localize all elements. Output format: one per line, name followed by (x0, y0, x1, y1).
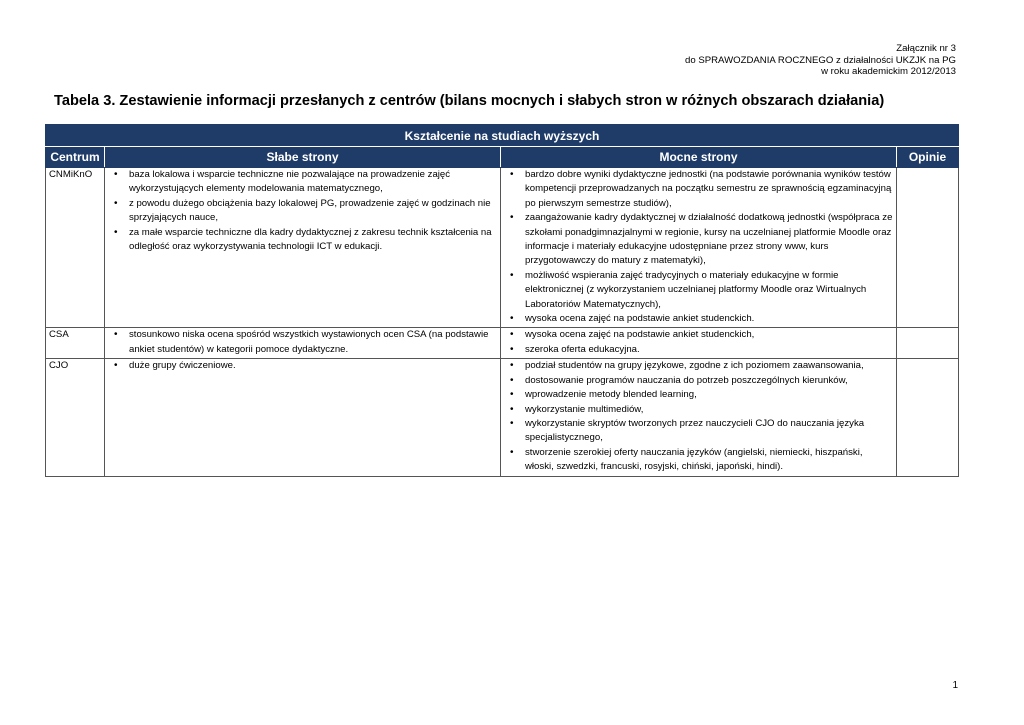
table-row (46, 359, 959, 476)
list-item: • za małe wsparcie techniczne dla kadry dydaktycznej z zakresu technik kształcenia na odległość oraz wykorzystywania technologii ICT w edukacji. (108, 226, 497, 255)
list-item: • wysoka ocena zajęć na podstawie ankiet studenckich. (504, 312, 893, 326)
strong-cell (501, 328, 897, 359)
page-number: 1 (952, 680, 958, 691)
centre-cell: CNMiKnO (46, 168, 105, 328)
list-item: • szeroka oferta edukacyjna. (504, 343, 893, 357)
weak-list (108, 168, 497, 254)
list-item: • bardzo dobre wyniki dydaktyczne jednostki (na podstawie porównania wyników testów kompetencji przeprowadzanych na początku semestru ze sprawnością egzaminacyjną po pierwszym semestrze studiów), (504, 168, 893, 211)
centre-cell: CJO (46, 359, 105, 476)
list-item: • stworzenie szerokiej oferty nauczania języków (angielski, niemiecki, hiszpański, włoski, szwedzki, francuski, rosyjski, chiński, japoński, hindi). (504, 446, 893, 475)
weak-list (108, 328, 497, 357)
attachment-note-line: w roku akademickim 2012/2013 (821, 66, 956, 77)
attachment-note-line: do SPRAWOZDANIA ROCZNEGO z działalności UKZJK na PG (684, 54, 956, 66)
table-row (46, 328, 959, 359)
column-header-weak: Słabe strony (105, 147, 501, 168)
weak-cell (105, 328, 501, 359)
attachment-note (685, 43, 956, 78)
attachment-note-line: Załącznik nr 3 (896, 43, 956, 54)
weak-cell (105, 359, 501, 476)
list-item: • zaangażowanie kadry dydaktycznej w działalność dodatkową jednostki (współpraca ze szkołami ponadgimnazjalnymi w regionie, kursy na uczelnianej platformie Moodle oraz informacje i materiały edukacyjne udostępniane przez strony www, kurs przygotowawczy do matury z matematyki), (504, 211, 893, 269)
section-header: Kształcenie na studiach wyższych (46, 125, 959, 147)
list-item: • wykorzystanie skryptów tworzonych przez nauczycieli CJO do nauczania języka specjalistycznego, (504, 417, 893, 446)
column-header-strong: Mocne strony (501, 147, 897, 168)
list-item: • wprowadzenie metody blended learning, (504, 388, 893, 402)
weak-cell (105, 168, 501, 328)
list-item: • możliwość wspierania zajęć tradycyjnych o materiały edukacyjne w formie elektronicznej (z wykorzystaniem uczelnianej platformy Moodle oraz Wirtualnych Laboratoriów Matematycznych), (504, 269, 893, 312)
list-item: • duże grupy ćwiczeniowe. (108, 359, 497, 373)
opinion-cell (897, 359, 959, 476)
list-item: • dostosowanie programów nauczania do potrzeb poszczególnych kierunków, (504, 374, 893, 388)
strong-cell (501, 359, 897, 476)
strong-list (504, 168, 893, 326)
list-item: • podział studentów na grupy językowe, zgodne z ich poziomem zaawansowania, (504, 359, 893, 373)
strong-list (504, 328, 893, 357)
list-item: • wykorzystanie multimediów, (504, 403, 893, 417)
strengths-weaknesses-table (45, 124, 959, 477)
opinion-cell (897, 168, 959, 328)
strong-list (504, 359, 893, 474)
document-title: Tabela 3. Zestawienie informacji przesłanych z centrów (bilans mocnych i słabych stron w różnych obszarach działania) (54, 93, 885, 109)
list-item: • wysoka ocena zajęć na podstawie ankiet studenckich, (504, 328, 893, 342)
strong-cell (501, 168, 897, 328)
centre-cell: CSA (46, 328, 105, 359)
table-row (46, 168, 959, 328)
list-item: • z powodu dużego obciążenia bazy lokalowej PG, prowadzenie zajęć w godzinach nie sprzyjających nauce, (108, 197, 497, 226)
weak-list (108, 359, 497, 373)
column-header-opinions: Opinie (897, 147, 959, 168)
list-item: • baza lokalowa i wsparcie techniczne nie pozwalające na prowadzenie zajęć wykorzystujących elementy modelowania matematycznego, (108, 168, 497, 197)
opinion-cell (897, 328, 959, 359)
list-item: • stosunkowo niska ocena spośród wszystkich wystawionych ocen CSA (na podstawie ankiet studentów) w kategorii pomoce dydaktyczne. (108, 328, 497, 357)
column-header-centrum: Centrum (46, 147, 105, 168)
